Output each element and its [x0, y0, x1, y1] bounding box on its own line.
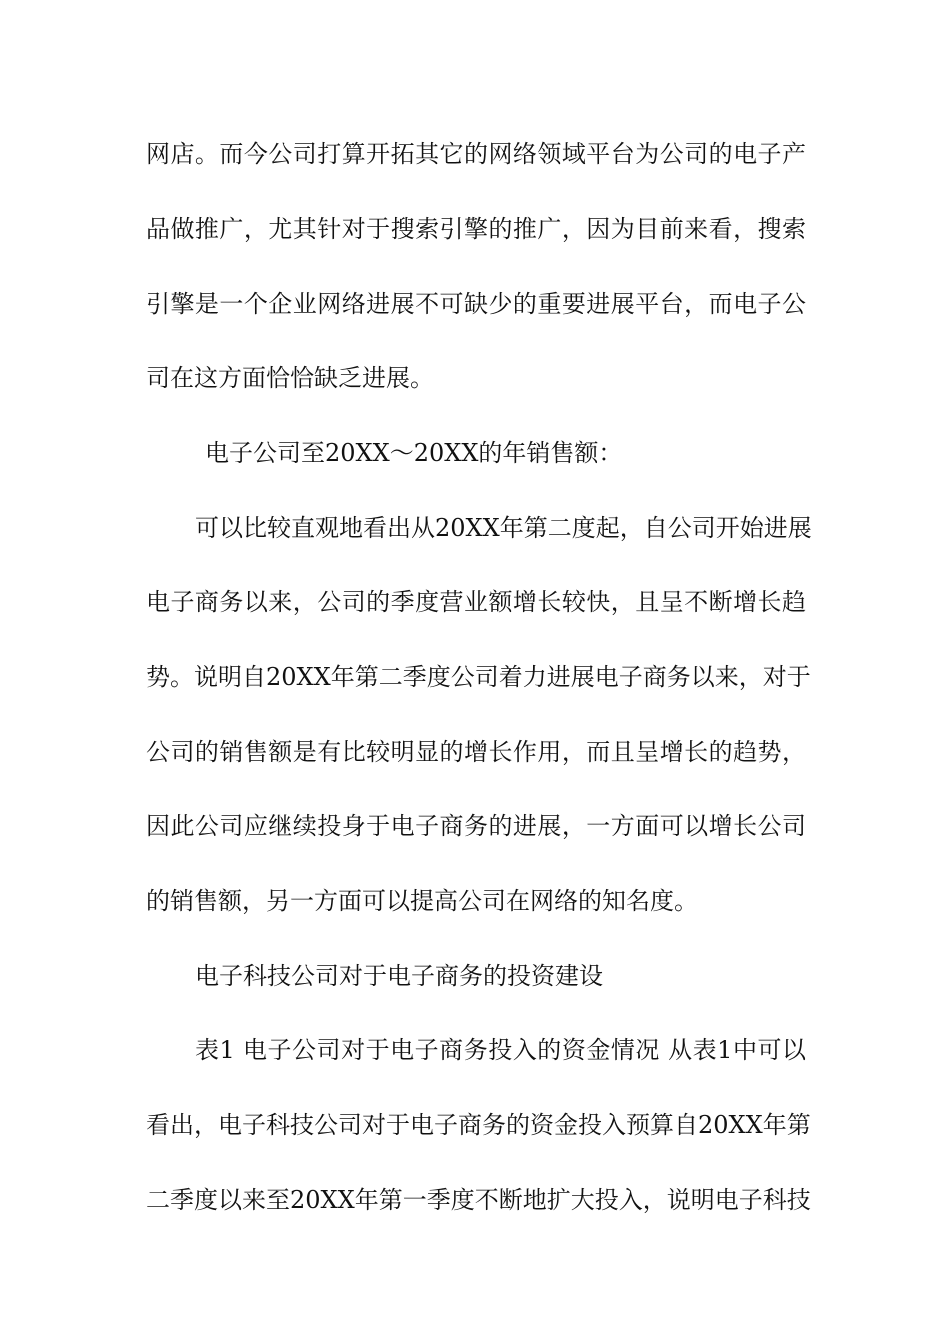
- section-heading: 电子科技公司对于电子商务的投资建设: [195, 962, 603, 990]
- paragraph-line: 表1 电子公司对于电子商务投入的资金情况 从表1中可以: [195, 1036, 806, 1064]
- paragraph-line: 网店。而今公司打算开拓其它的网络领域平台为公司的电子产: [146, 140, 806, 168]
- paragraph-line: 因此公司应继续投身于电子商务的进展，一方面可以增长公司: [146, 812, 806, 840]
- paragraph-line: 势。说明自20XX年第二季度公司着力进展电子商务以来，对于: [146, 663, 811, 691]
- paragraph-line: 看出，电子科技公司对于电子商务的资金投入预算自20XX年第: [146, 1111, 811, 1139]
- paragraph-line: 可以比较直观地看出从20XX年第二度起，自公司开始进展: [195, 514, 812, 542]
- paragraph-line: 司在这方面恰恰缺乏进展。: [146, 364, 434, 392]
- paragraph-line: 品做推广，尤其针对于搜索引擎的推广，因为目前来看，搜索: [146, 215, 806, 243]
- paragraph-line: 的销售额，另一方面可以提高公司在网络的知名度。: [146, 887, 698, 915]
- paragraph-line: 电子商务以来，公司的季度营业额增长较快，且呈不断增长趋: [146, 588, 806, 616]
- paragraph-line: 公司的销售额是有比较明显的增长作用，而且呈增长的趋势，: [146, 738, 806, 766]
- section-heading: 电子公司至20XX～20XX的年销售额：: [205, 439, 623, 467]
- paragraph-line: 引擎是一个企业网络进展不可缺少的重要进展平台，而电子公: [146, 290, 806, 318]
- paragraph-line: 二季度以来至20XX年第一季度不断地扩大投入，说明电子科技: [146, 1186, 811, 1214]
